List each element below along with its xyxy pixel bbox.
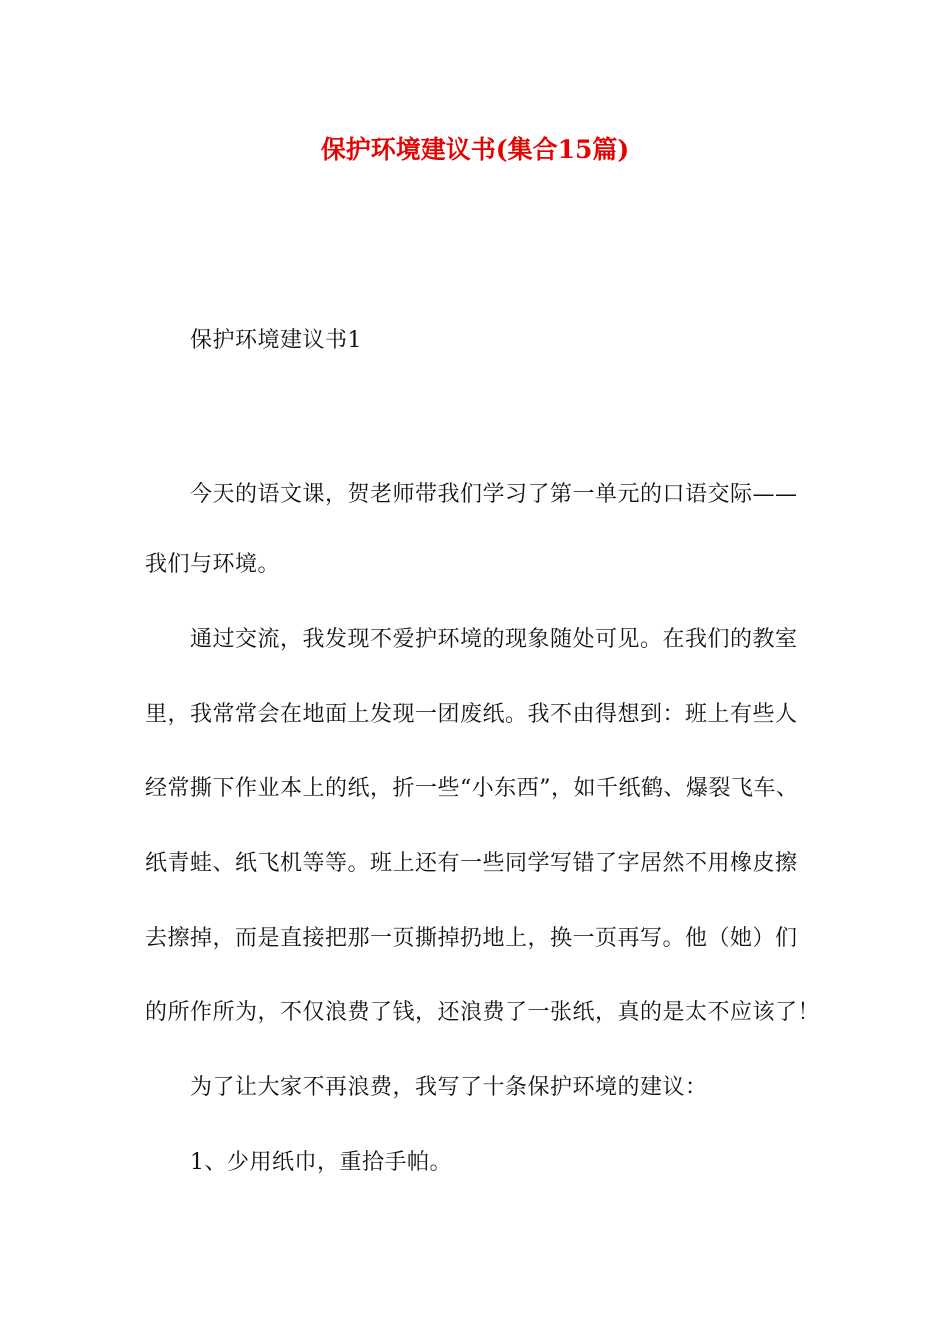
section-heading: 保护环境建议书1: [190, 328, 362, 353]
paragraph-line: 的所作所为，不仅浪费了钱，还浪费了一张纸，真的是太不应该了！: [145, 1000, 821, 1025]
paragraph-line: 通过交流，我发现不爱护环境的现象随处可见。在我们的教室: [190, 627, 798, 652]
paragraph-line: 今天的语文课，贺老师带我们学习了第一单元的口语交际——: [190, 482, 798, 507]
paragraph-line: 纸青蛙、纸飞机等等。班上还有一些同学写错了字居然不用橡皮擦: [145, 851, 798, 876]
paragraph-line: 为了让大家不再浪费，我写了十条保护环境的建议：: [190, 1075, 708, 1100]
document-title: 保护环境建议书(集合15篇): [320, 135, 630, 164]
paragraph-line: 里，我常常会在地面上发现一团废纸。我不由得想到：班上有些人: [145, 702, 798, 727]
paragraph-line: 经常撕下作业本上的纸，折一些“小东西”，如千纸鹤、爆裂飞车、: [145, 776, 799, 801]
paragraph-line: 我们与环境。: [145, 552, 281, 577]
list-item: 1、少用纸巾，重拾手帕。: [190, 1150, 452, 1175]
paragraph-line: 去擦掉，而是直接把那一页撕掉扔地上，换一页再写。他（她）们: [145, 926, 798, 951]
